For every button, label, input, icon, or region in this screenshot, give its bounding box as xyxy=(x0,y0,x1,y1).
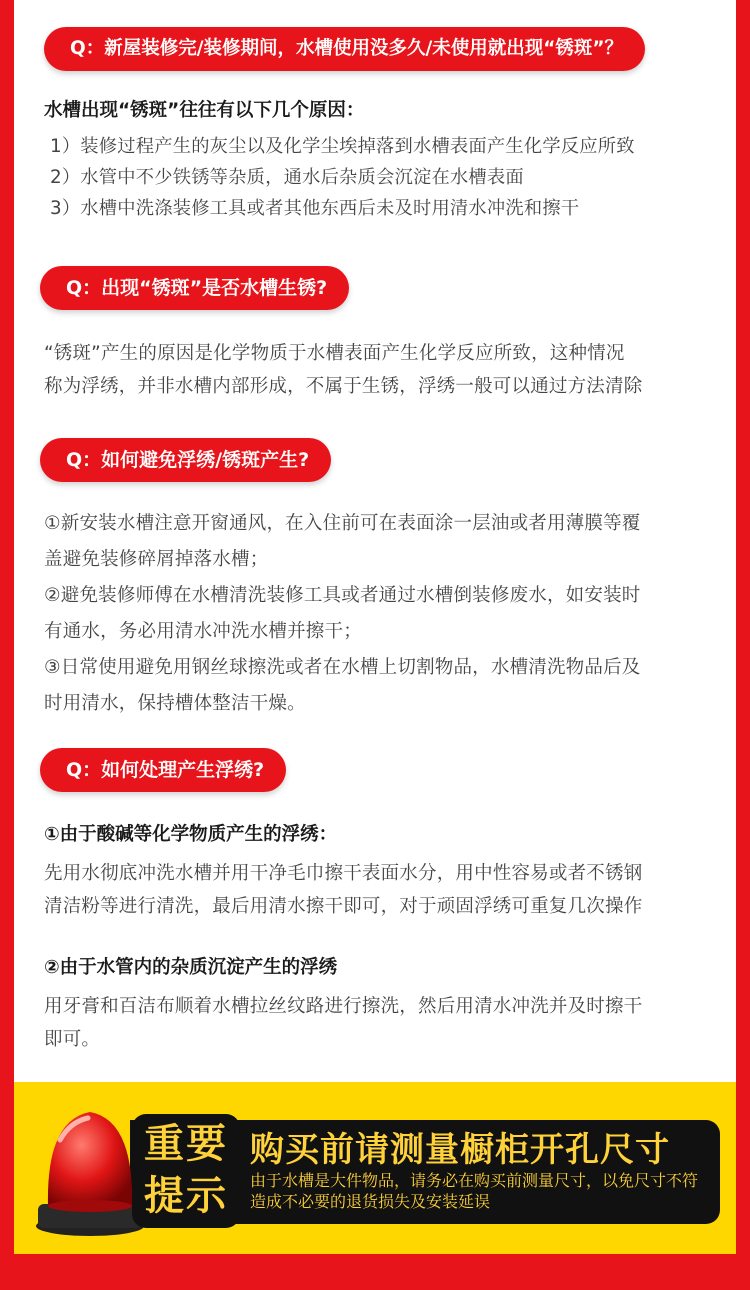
q1-reason-1: 1）装修过程产生的灰尘以及化学尘埃掉落到水槽表面产生化学反应所致 xyxy=(50,136,635,157)
q4-sub1-heading: ①由于酸碱等化学物质产生的浮绣： xyxy=(44,824,338,845)
badge-bottom-text: 提示 xyxy=(144,1173,228,1219)
q1-reason-2: 2）水管中不少铁锈等杂质，通水后杂质会沉淀在水槽表面 xyxy=(50,167,524,188)
q1-heading: 水槽出现“锈斑”往往有以下几个原因： xyxy=(44,100,365,121)
q3-line-1: ①新安装水槽注意开窗通风，在入住前可在表面涂一层油或者用薄膜等覆 xyxy=(44,513,641,534)
q1-reason-3: 3）水槽中洗涤装修工具或者其他东西后未及时用清水冲洗和擦干 xyxy=(50,198,580,219)
q2-answer xyxy=(44,337,720,403)
q3-line-5: ③日常使用避免用钢丝球擦洗或者在水槽上切割物品，水槽清洗物品后及 xyxy=(44,657,641,678)
q3-line-2: 盖避免装修碎屑掉落水槽； xyxy=(44,549,269,570)
question-4-pill: Q：如何处理产生浮绣? xyxy=(40,748,286,792)
q1-reason-list xyxy=(50,131,730,224)
q2-line-1: “锈斑”产生的原因是化学物质于水槽表面产生化学反应所致，这种情况 xyxy=(44,343,625,364)
q4-sub1-line-2: 清洁粉等进行清洗，最后用清水擦干即可，对于顽固浮绣可重复几次操作 xyxy=(44,896,643,917)
question-2-pill: Q：出现“锈斑”是否水槽生锈? xyxy=(40,266,349,310)
q4-sub2-line-1: 用牙膏和百洁布顺着水槽拉丝纹路进行擦洗，然后用清水冲洗并及时擦干 xyxy=(44,996,643,1017)
q3-line-6: 时用清水，保持槽体整洁干燥。 xyxy=(44,693,306,714)
q3-line-3: ②避免装修师傅在水槽清洗装修工具或者通过水槽倒装修废水，如安装时 xyxy=(44,585,641,606)
q4-sub2-line-2: 即可。 xyxy=(44,1029,101,1050)
q4-sub1-text xyxy=(44,857,720,923)
question-1-pill: Q：新屋装修完/装修期间，水槽使用没多久/未使用就出现“锈斑”？ xyxy=(44,27,645,71)
badge-top-text: 重要 xyxy=(144,1121,228,1167)
notice-title: 购买前请测量橱柜开孔尺寸 xyxy=(250,1130,670,1170)
q3-answer xyxy=(44,506,720,722)
important-badge xyxy=(132,1114,240,1228)
question-3-pill: Q：如何避免浮绣/锈斑产生? xyxy=(40,438,331,482)
q2-line-2: 称为浮绣，并非水槽内部形成，不属于生锈，浮绣一般可以通过方法清除 xyxy=(44,376,643,397)
q4-sub2-heading: ②由于水管内的杂质沉淀产生的浮绣 xyxy=(44,957,338,978)
q4-sub2-text xyxy=(44,990,720,1056)
notice-text: 由于水槽是大件物品，请务必在购买前测量尺寸，以免尺寸不符造成不必要的退货损失及安装延误 xyxy=(250,1171,699,1211)
q4-sub1-line-1: 先用水彻底冲洗水槽并用干净毛巾擦干表面水分，用中性容易或者不锈钢 xyxy=(44,863,643,884)
q3-line-4: 有通水，务必用清水冲洗水槽并擦干； xyxy=(44,621,362,642)
